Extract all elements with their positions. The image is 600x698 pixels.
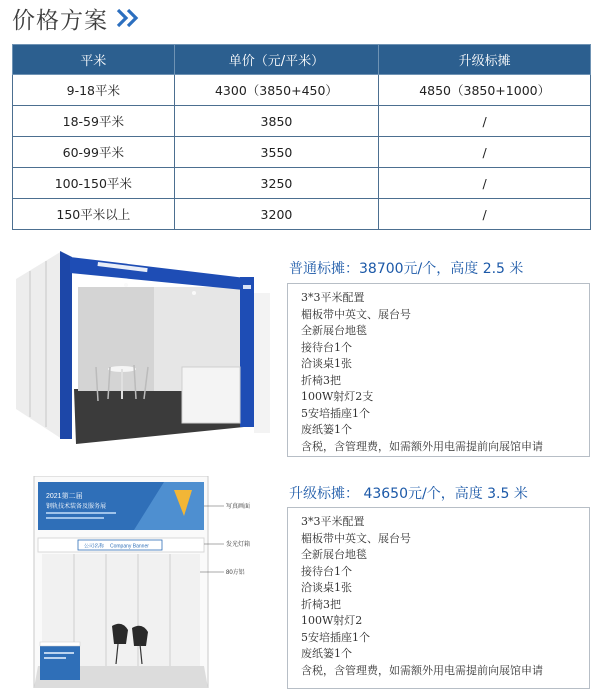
list-item: 洽谈桌1张	[301, 581, 352, 594]
table-cell: 150平米以上	[13, 199, 175, 230]
list-item: 全新展台地毯	[301, 548, 367, 561]
list-item: 折椅3把	[301, 597, 341, 611]
company-label: 公司名称	[84, 543, 105, 550]
standard-package-list	[287, 283, 590, 457]
list-item: 3*3平米配置	[301, 515, 365, 528]
table-row	[13, 168, 591, 199]
list-item: 折椅3把	[301, 373, 341, 387]
table-cell: 3550	[174, 137, 379, 168]
table-cell: /	[379, 199, 591, 230]
upgrade-package-list	[287, 507, 590, 689]
table-cell: 60-99平米	[13, 137, 175, 168]
list-item: 废纸篓1个	[301, 423, 352, 436]
list-item: 含税，含管理费，如需额外用电需提前向展馆申请	[301, 663, 543, 677]
section-header	[12, 2, 142, 34]
banner-line2: 钢轨技术装备及服务展	[46, 504, 107, 510]
page-title: 价格方案	[12, 7, 108, 34]
list-item: 全新展台地毯	[301, 324, 367, 337]
table-cell: 3200	[174, 199, 379, 230]
table-cell: /	[379, 106, 591, 137]
double-chevron-right-icon	[116, 8, 142, 28]
table-cell: 3850	[174, 106, 379, 137]
table-cell: 4300（3850+450）	[174, 75, 379, 106]
list-item: 100W射灯2支	[301, 390, 374, 403]
table-cell: 9-18平米	[13, 75, 175, 106]
list-item: 洽谈桌1张	[301, 357, 352, 370]
column-header: 升级标摊	[379, 45, 591, 75]
table-cell: 100-150平米	[13, 168, 175, 199]
upgrade-package-title: 升级标摊： 43650元/个，高度 3.5 米	[289, 486, 528, 502]
column-header: 单价（元/平米）	[174, 45, 379, 75]
table-row	[13, 75, 591, 106]
list-item: 5安培插座1个	[301, 630, 370, 644]
table-cell: /	[379, 168, 591, 199]
list-item: 100W射灯2	[301, 614, 363, 627]
table-row	[13, 199, 591, 230]
table-cell: 3250	[174, 168, 379, 199]
table-cell: /	[379, 137, 591, 168]
table-row	[13, 106, 591, 137]
list-item: 楣板带中英文、展台号	[301, 531, 411, 545]
company-banner: Company Banner	[110, 543, 149, 550]
upgrade-booth-image	[14, 476, 272, 688]
list-item: 含税，含管理费，如需额外用电需提前向展馆申请	[301, 439, 543, 453]
list-item: 废纸篓1个	[301, 647, 352, 660]
callout-label: 发光灯箱	[226, 542, 251, 548]
callout-label: 80方铝	[226, 570, 245, 576]
list-item: 接待台1个	[301, 564, 352, 578]
standard-booth-image	[14, 249, 272, 444]
price-table	[12, 44, 591, 230]
standard-package-title: 普通标摊：38700元/个，高度 2.5 米	[289, 261, 524, 277]
table-cell: 4850（3850+1000）	[379, 75, 591, 106]
callout-label: 写真画面	[226, 504, 251, 510]
banner-line1: 2021第二届	[46, 493, 83, 500]
list-item: 5安培插座1个	[301, 406, 370, 420]
list-item: 楣板带中英文、展台号	[301, 307, 411, 321]
list-item: 3*3平米配置	[301, 291, 365, 304]
column-header: 平米	[13, 45, 175, 75]
table-header-row	[13, 45, 591, 75]
table-row	[13, 137, 591, 168]
list-item: 接待台1个	[301, 340, 352, 354]
table-cell: 18-59平米	[13, 106, 175, 137]
